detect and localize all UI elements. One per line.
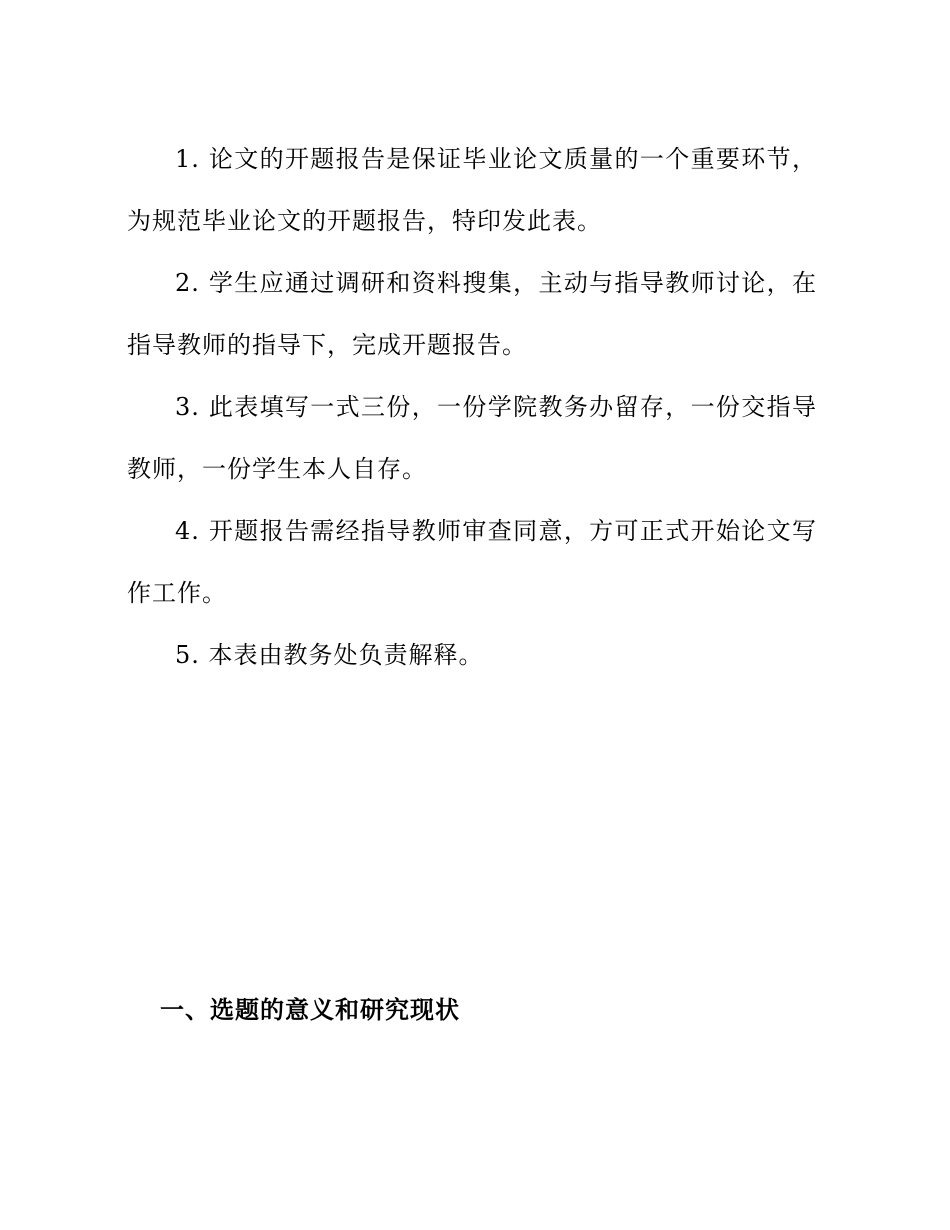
instructions-list (127, 128, 817, 686)
instruction-item-3: 3. 此表填写一式三份，一份学院教务办留存，一份交指导教师，一份学生本人自存。 (127, 393, 817, 483)
instruction-item-5: 5. 本表由教务处负责解释。 (175, 641, 484, 669)
instruction-item-1: 1. 论文的开题报告是保证毕业论文质量的一个重要环节，为规范毕业论文的开题报告，特印发此表。 (127, 145, 817, 235)
instruction-item-2: 2. 学生应通过调研和资料搜集，主动与指导教师讨论，在指导教师的指导下，完成开题报告。 (127, 269, 817, 359)
instruction-item-4: 4. 开题报告需经指导教师审查同意，方可正式开始论文写作工作。 (127, 517, 817, 607)
section-heading: 一、选题的意义和研究现状 (160, 995, 460, 1024)
